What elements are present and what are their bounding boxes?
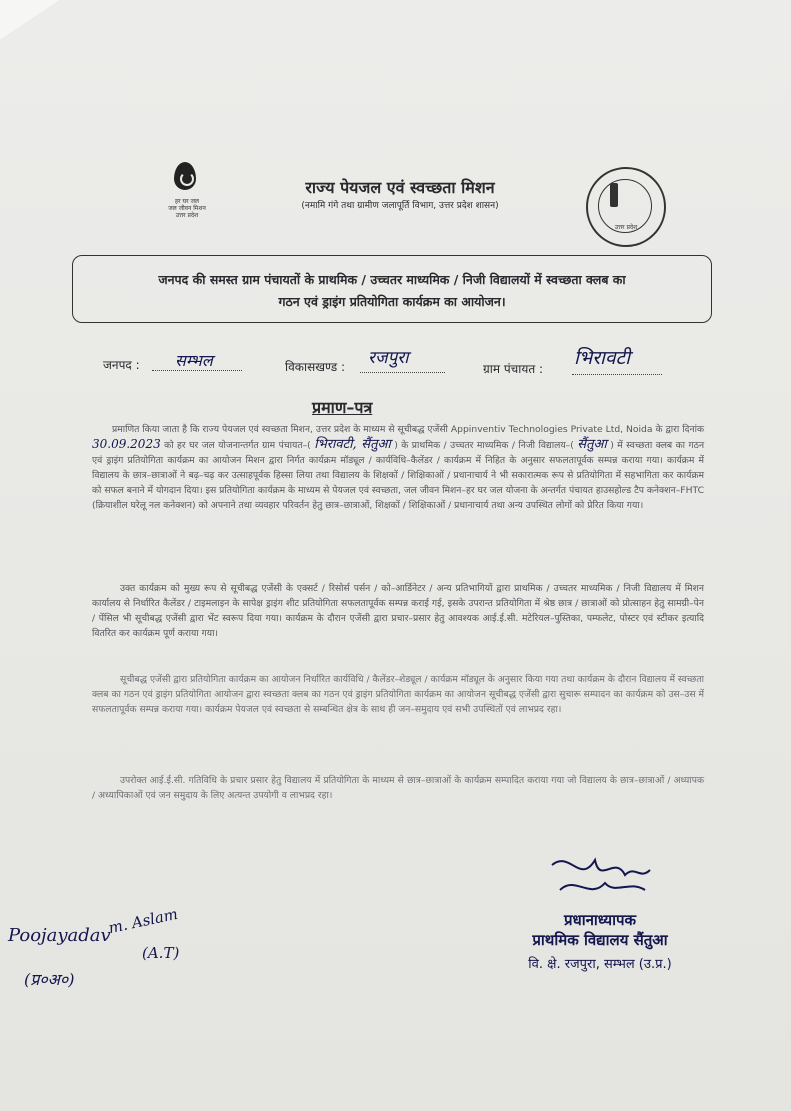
logo-caption: हर घर जल जल जीवन मिशन उत्तर प्रदेश <box>168 198 206 219</box>
jal-jeevan-mission-logo <box>162 160 212 232</box>
p1-text-d: ग्राम पंचायत–( <box>262 440 311 451</box>
p1-text-b: Technologies Private Ltd, Noida के द्वारा दिनांक <box>508 424 705 435</box>
p1-gram-panchayat: भिरावटी, सैंतुआ <box>314 437 391 452</box>
p1-text-f: ) में स्वच्छता क्लब का गठन एवं ड्राइंग प्रतियोगिता कार्यक्रम का आयोजन मिशन द्वारा निर्गत कार्यक्रम मॉड्यूल / कार्यविधि–कैलेंडर / कार्यक्रम में निहित के अनुसार सफलतापूर्वक सम्पन्न कराया गया। कार्यक्रम में विद्यालय के छात्र–छात्राओं ने बढ़–चढ़ कर उत्साहपूर्वक हिस्सा लिया तथा विद्यालय के शिक्षकों / शिक्षिकाओं / प्रधानाचार्य ने भी सकारात्मक रूप से प्रतियोगिता में सहभागिता कर कार्यक्रम को सफल बनाने में योगदान दिया। इस प्रतियोगिता कार्यक्रम के माध्यम से पेयजल एवं स्वच्छता, जल जीवन मिशन–हर घर जल योजना के अन्तर्गत पंचायत हाउसहोल्ड टैप कनेक्शन–FHTC (क्रियाशील घरेलू नल कनेक्शन) को अपनाने तथा व्यवहार परिवर्तन हेतु छात्र–छात्राओं, शिक्षकों / शिक्षिकाओं / प्रधानाचार्य तथा अन्य उपस्थित लोगों को प्रेरित किया गया। <box>92 440 705 511</box>
p1-school: सैंतुआ <box>577 437 607 452</box>
stamp-line-2: प्राथमिक विद्यालय सैंतुआ <box>532 931 668 949</box>
certificate-paragraph-2 <box>92 581 704 641</box>
certificate-paragraph-3 <box>92 672 704 717</box>
organization-title: राज्य पेयजल एवं स्वच्छता मिशन <box>305 178 495 197</box>
p1-text-a: प्रमाणित किया जाता है कि राज्य पेयजल एवं स्वच्छता मिशन, उत्तर प्रदेश के माध्यम से सूचीबद्ध एजेंसी Appinventiv <box>112 424 506 435</box>
stamp-line-1: प्रधानाध्यापक <box>563 911 637 929</box>
event-title-line-1: जनपद की समस्त ग्राम पंचायतों के प्राथमिक / उच्चतर माध्यमिक / निजी विद्यालयों में स्वच्छता क्लब का <box>158 272 626 287</box>
panchayat-line <box>572 374 662 375</box>
p1-text-c: को हर घर जल योजनान्तर्गत <box>164 440 259 451</box>
block-label: विकासखण्ड : <box>285 360 346 374</box>
certificate-paragraph-4 <box>92 773 704 803</box>
p3-text: सूचीबद्ध एजेंसी द्वारा प्रतियोगिता कार्यक्रम का आयोजन निर्धारित कार्यविधि / कैलेंडर–शेड्यूल / कार्यक्रम मॉड्यूल के अनुसार किया गया तथा कार्यक्रम के दौरान विद्यालय में स्वच्छता क्लब का गठन एवं ड्राइंग प्रतियोगिता आयोजन द्वारा स्वच्छता क्लब का गठन एवं ड्राइंग प्रतियोगिता कार्यक्रम का आयोजन सूचीबद्ध एजेंसी द्वारा सुचारू सम्पादन का कार्यक्रम को उस–उस में सफलतापूर्वक सम्पन्न कराया गया। कार्यक्रम पेयजल एवं स्वच्छता से सम्बन्धित क्षेत्र के साथ ही जन–समुदाय एवं सभी उपस्थितों एवं लाभप्रद रहा। <box>92 674 704 715</box>
headmaster-signature <box>540 845 660 905</box>
government-seal-icon <box>586 167 666 247</box>
panchayat-label: ग्राम पंचायत : <box>483 362 544 376</box>
middle-signature-role: (A.T) <box>142 944 180 962</box>
district-value: सम्भल <box>175 351 213 370</box>
block-line <box>360 372 445 373</box>
stamp-line-3: वि. क्षे. रजपुरा, सम्भल (उ.प्र.) <box>528 957 672 972</box>
event-title-box <box>72 255 712 323</box>
event-title-line-2: गठन एवं ड्राइंग प्रतियोगिता कार्यक्रम का आयोजन। <box>278 294 506 309</box>
p2-text: उक्त कार्यक्रम को मुख्य रूप से सूचीबद्ध एजेंसी के एक्सर्ट / रिसोर्स पर्सन / को–आर्डिनेटर / अन्य प्रतिभागियों द्वारा प्राथमिक / उच्चतर माध्यमिक / निजी विद्यालय में मिशन कार्यालय से निर्धारित कैलेंडर / टाइमलाइन के सापेक्ष ड्राइंग शीट प्रतियोगिता सफलतापूर्वक सम्पन्न कराई गई, इसके उपरान्त प्रतियोगिता में श्रेष्ठ छात्र / छात्राओं को प्रोत्साहन हेतु सामग्री–पेन / पेंसिल भी सूचीबद्ध एजेंसी द्वारा भेंट स्वरूप दिया गया। कार्यक्रम के दौरान एजेंसी द्वारा प्रचार–प्रसार हेतु आवश्यक आई.ई.सी. मटेरियल–पुस्तिका, पम्फलेट, पोस्टर एवं स्टीकर इत्यादि वितरित कर कार्यक्रम पूर्ण कराया गया। <box>92 583 704 639</box>
district-label: जनपद : <box>103 358 140 372</box>
left-signature-name: Poojayadav <box>8 925 111 946</box>
organization-subtitle: (नमामि गंगे तथा ग्रामीण जलापूर्ति विभाग, उत्तर प्रदेश शासन) <box>301 201 499 211</box>
p1-date: 30.09.2023 <box>92 437 161 451</box>
certificate-paragraph-1 <box>92 422 704 513</box>
certificate-heading: प्रमाण–पत्र <box>312 398 373 417</box>
water-drop-icon <box>174 162 196 190</box>
p4-text: उपरोक्त आई.ई.सी. गतिविधि के प्रचार प्रसार हेतु विद्यालय में प्रतियोगिता के माध्यम से छात्र–छात्राओं के कार्यक्रम सम्पादित कराया गया जो विद्यालय के छात्र–छात्राओं / अध्यापक / अध्यापिकाओं एवं जन समुदाय के लिए अत्यन्त उपयोगी व लाभप्रद रहा। <box>92 775 704 801</box>
seal-text: उत्तर प्रदेश <box>614 224 638 231</box>
panchayat-value: भिरावटी <box>574 347 631 369</box>
block-value: रजपुरा <box>368 348 409 368</box>
middle-signature-name: m. Aslam <box>106 904 180 938</box>
headmaster-stamp <box>505 910 695 972</box>
p1-text-e: ) के प्राथमिक / उच्चतर माध्यमिक / निजी विद्यालय–( <box>394 440 574 451</box>
left-signature-role: (प्र०अ०) <box>24 970 75 989</box>
